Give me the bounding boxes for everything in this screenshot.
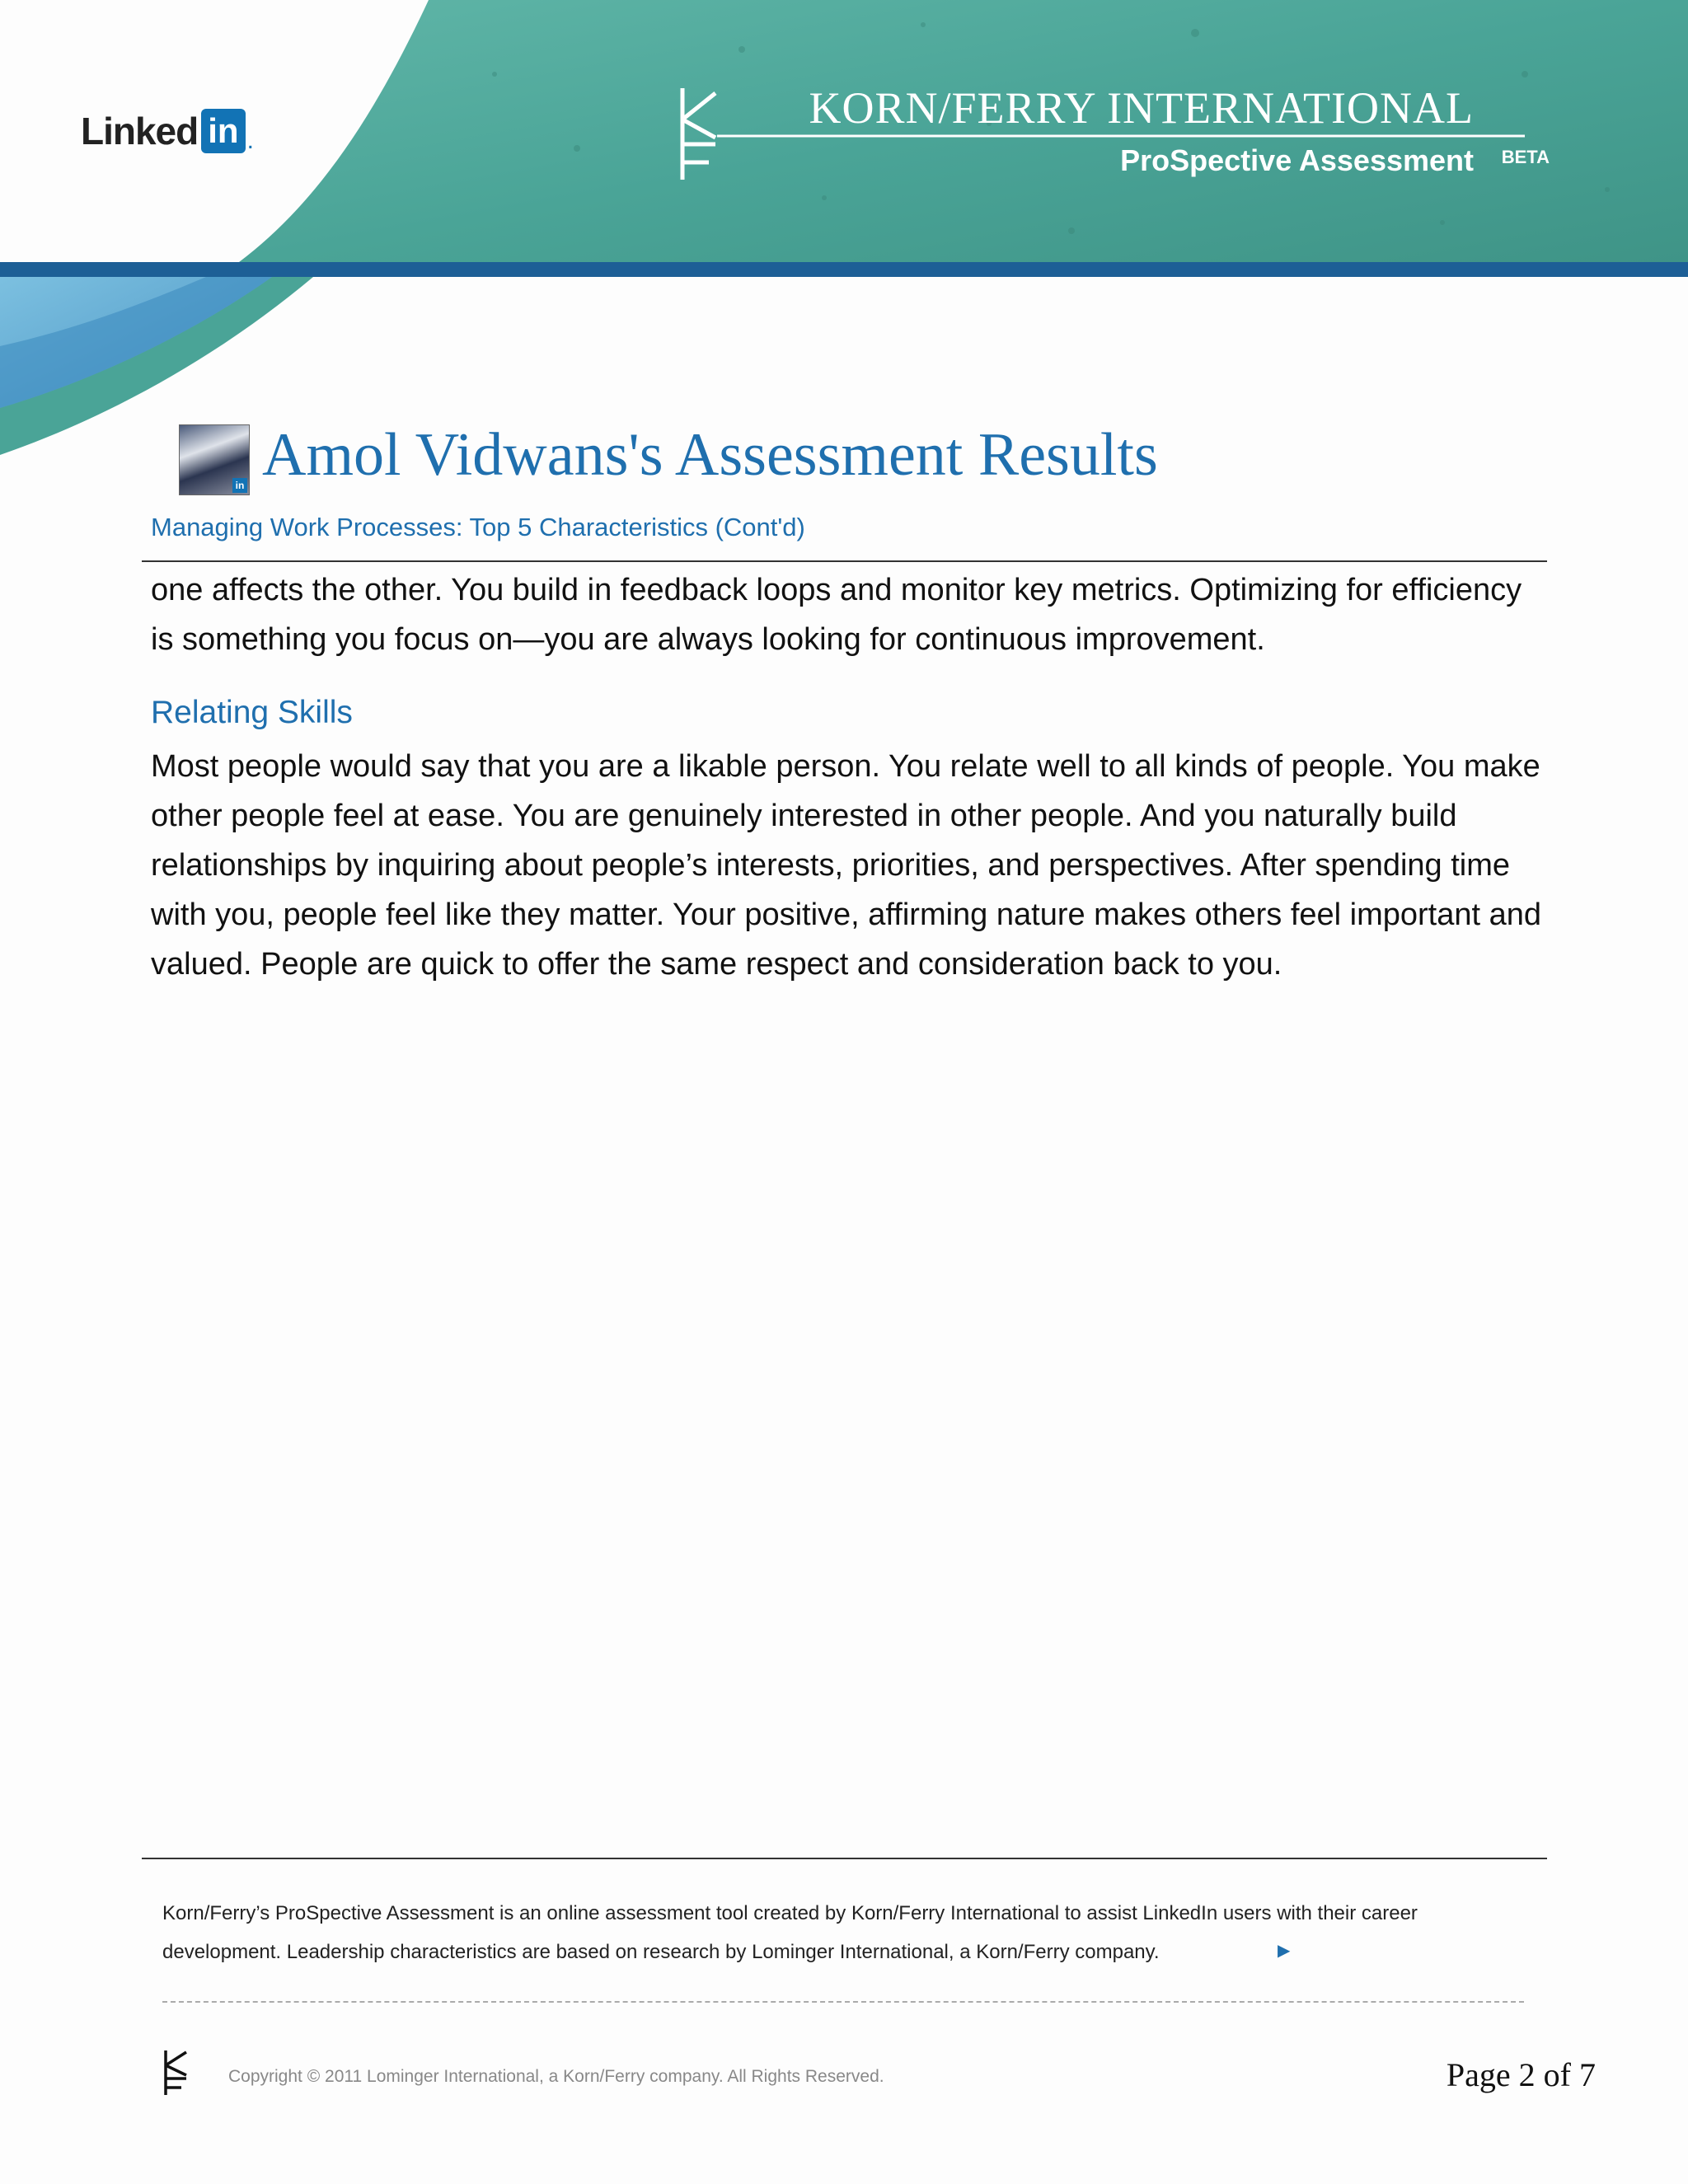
page-title: Amol Vidwans's Assessment Results bbox=[262, 421, 1158, 489]
footer-dashed-divider bbox=[162, 2001, 1524, 2003]
section-heading: Relating Skills bbox=[151, 695, 353, 730]
footer-divider bbox=[142, 1858, 1547, 1859]
header-banner bbox=[0, 0, 1688, 462]
linkedin-in-badge: in bbox=[201, 109, 245, 153]
beta-tag: BETA bbox=[1501, 147, 1550, 167]
product-name: ProSpective Assessment bbox=[1120, 143, 1474, 177]
paragraph-continued: one affects the other. You build in feedback loops and monitor key metrics. Optimizing for efficiency is something you focus on—you are always looking for continuous improvement. bbox=[151, 573, 1522, 657]
brand-underline bbox=[717, 134, 1525, 138]
korn-ferry-brand bbox=[676, 82, 1566, 190]
profile-avatar bbox=[179, 424, 250, 495]
linkedin-dot: . bbox=[246, 127, 254, 154]
title-divider bbox=[142, 560, 1547, 562]
avatar-linkedin-badge: in bbox=[232, 478, 247, 493]
page-number: Page 2 of 7 bbox=[1446, 2056, 1596, 2093]
play-arrow-icon[interactable]: ▶ bbox=[1278, 1942, 1291, 1960]
paragraph-relating-skills: Most people would say that you are a likable person. You relate well to all kinds of people. You make other people feel at ease. You are genuinely interested in other people. And you naturally build relationships by inquiring about people’s interests, priorities, and perspectives. After spending time with you, people feel like they matter. Your positive, affirming nature makes others feel important and valued. People are quick to offer the same respect and consideration back to you. bbox=[151, 749, 1542, 982]
footer-note: Korn/Ferry’s ProSpective Assessment is an online assessment tool created by Korn/Ferry International to assist LinkedIn users with their career development. Leadership characteristics are based on research by Lominger International, a Korn/Ferry company. bbox=[162, 1902, 1418, 1963]
company-name: KORN/FERRY INTERNATIONAL bbox=[809, 83, 1474, 133]
linkedin-wordmark: Linked bbox=[81, 110, 199, 152]
korn-ferry-footer-monogram-icon bbox=[162, 2049, 191, 2097]
linkedin-logo bbox=[81, 107, 254, 155]
section-subtitle: Managing Work Processes: Top 5 Characteristics (Cont'd) bbox=[151, 513, 805, 541]
copyright-text: Copyright © 2011 Lominger International, a Korn/Ferry company. All Rights Reserved. bbox=[228, 2067, 884, 2086]
